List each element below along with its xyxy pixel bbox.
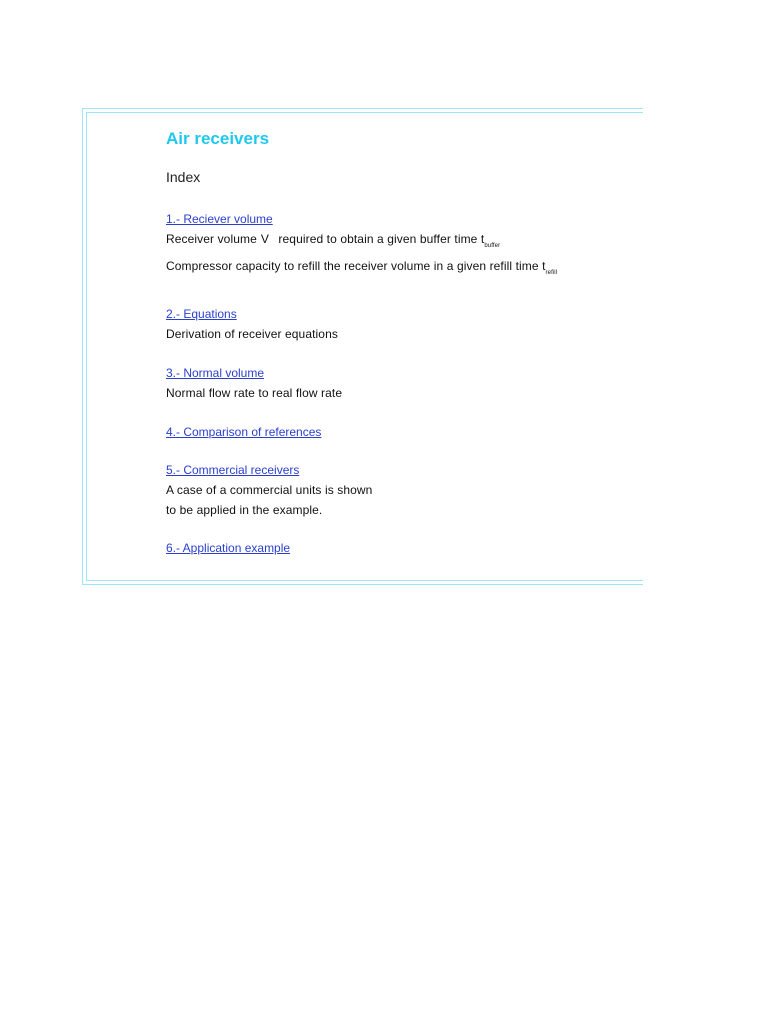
link-reciever-volume[interactable]: 1.- Reciever volume [166,212,273,226]
section-equations [166,304,636,344]
section-comparison [166,422,636,442]
section-1-desc-line2 [166,256,636,283]
section-5-desc-line1: A case of a commercial units is shown [166,483,373,497]
section-3-desc: Normal flow rate to real flow rate [166,386,343,400]
index-heading: Index [166,169,201,185]
index-content [166,128,636,558]
section-1-desc-line1 [166,229,636,256]
section-2-desc: Derivation of receiver equations [166,327,338,341]
section-1-text-c: Compressor capacity to refill the receiver volume in a given refill time t [166,259,546,273]
link-commercial-receivers[interactable]: 5.- Commercial receivers [166,463,300,477]
section-receiver-volume [166,209,636,283]
section-1-text-a: Receiver volume [166,232,257,246]
link-equations[interactable]: 2.- Equations [166,307,237,321]
section-normal-volume [166,363,636,403]
volume-symbol: V [260,232,269,246]
link-application-example[interactable]: 6.- Application example [166,541,291,555]
refill-subscript: refill [545,270,558,276]
buffer-subscript: buffer [484,243,501,249]
section-commercial-receivers [166,460,636,520]
section-application-example [166,538,636,558]
link-comparison-of-references[interactable]: 4.- Comparison of references [166,425,322,439]
buffer-time-symbol: t [480,232,485,246]
section-5-desc-line2: to be applied in the example. [166,503,323,517]
section-1-text-b: required to obtain a given buffer time [278,232,478,246]
page-title: Air receivers [166,129,270,148]
link-normal-volume[interactable]: 3.- Normal volume [166,366,265,380]
